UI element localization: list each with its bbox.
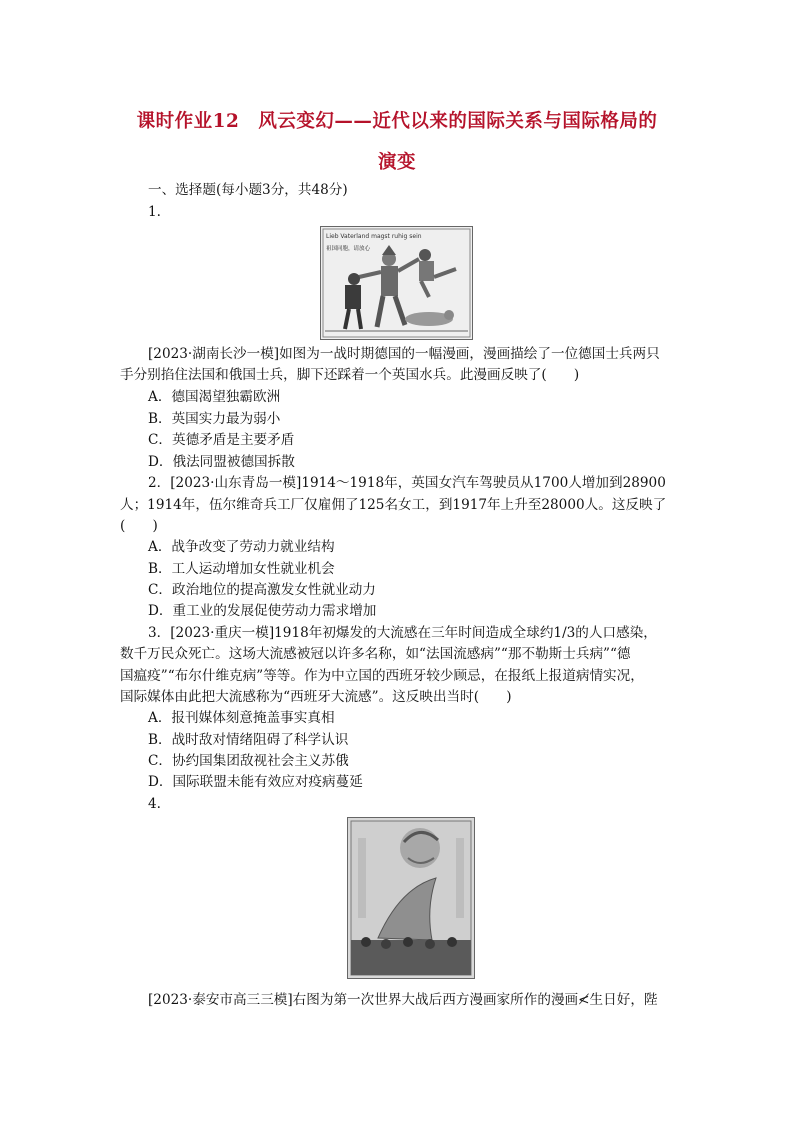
cartoon-german-caption: Lieb Vaterland magst ruhig sein [326, 233, 422, 240]
q1-option-a: A．德国渴望独霸欧洲 [148, 389, 281, 405]
q1-option-d: D．俄法同盟被德国拆散 [148, 454, 295, 470]
page-title-continued: 演变 [377, 152, 416, 173]
section-heading: 一、选择题(每小题3分，共48分) [148, 182, 348, 198]
page-title: 课时作业12 风云变幻——近代以来的国际关系与国际格局的 [136, 111, 658, 132]
q1-cartoon-image [320, 226, 473, 340]
q2-stem-line1: 2．[2023·山东青岛一模]1914～1918年，英国女汽车驾驶员从1700人增加到28900 [148, 475, 666, 491]
q2-option-b: B．工人运动增加女性就业机会 [148, 561, 335, 577]
q4-number: 4. [148, 796, 161, 812]
cartoon-chinese-caption: 祖国同胞，请放心 [326, 246, 371, 252]
q1-option-c: C．英德矛盾是主要矛盾 [148, 432, 295, 448]
q3-option-a: A．报刊媒体刻意掩盖事实真相 [148, 710, 335, 726]
q3-stem-line4: 国际媒体由此把大流感称为“西班牙大流感”。这反映出当时( ) [120, 689, 512, 705]
q3-option-b: B．战时敌对情绪阻碍了科学认识 [148, 732, 349, 748]
q4-cartoon-drawing [348, 818, 474, 978]
q1-cartoon-drawing [321, 227, 472, 339]
q2-stem-line3: ( ) [120, 518, 158, 534]
q2-option-a: A．战争改变了劳动力就业结构 [148, 539, 335, 555]
q1-stem-line2: 手分别掐住法国和俄国士兵，脚下还踩着一个英国水兵。此漫画反映了( ) [120, 367, 580, 383]
q1-number: 1. [148, 204, 161, 220]
q2-stem-line2: 人；1914年，伍尔维奇兵工厂仅雇佣了125名女工，到1917年上升至28000人。这反映了 [120, 497, 667, 513]
q3-stem-line1: 3．[2023·重庆一模]1918年初爆发的大流感在三年时间造成全球约1/3的人口感染， [148, 625, 657, 641]
q1-stem-line1: [2023·湖南长沙一模]如图为一战时期德国的一幅漫画，漫画描绘了一位德国士兵两只 [148, 346, 660, 362]
q2-option-c: C．政治地位的提高激发女性就业动力 [148, 582, 376, 598]
q3-option-c: C．协约国集团敌视社会主义苏俄 [148, 753, 349, 769]
q1-option-b: B．英国实力最为弱小 [148, 411, 281, 427]
q3-stem-line3: 国瘟疫”“布尔什维克病”等等。作为中立国的西班牙较少顾忌，在报纸上报道病情实况， [120, 668, 644, 684]
q4-cartoon-image [347, 817, 475, 979]
q3-option-d: D．国际联盟未能有效应对疫病蔓延 [148, 774, 363, 790]
q4-stem-line1: [2023·泰安市高三三模]右图为第一次世界大战后西方漫画家所作的漫画≮生日好，陛 [148, 992, 658, 1008]
q2-option-d: D．重工业的发展促使劳动力需求增加 [148, 603, 377, 619]
q3-stem-line2: 数千万民众死亡。这场大流感被冠以许多名称，如“法国流感病”“那不勒斯士兵病”“德 [120, 646, 631, 662]
